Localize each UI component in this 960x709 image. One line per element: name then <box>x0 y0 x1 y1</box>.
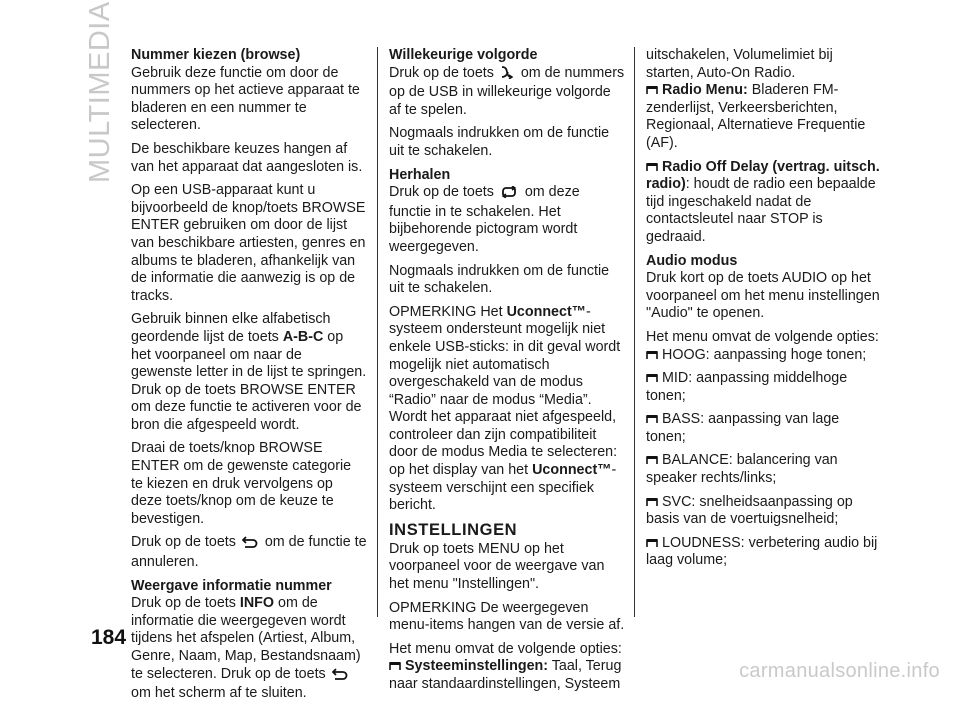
list-item: LOUDNESS: verbetering audio bij laag volume; <box>646 534 878 569</box>
bullet-marker-icon <box>646 348 658 358</box>
heading-herhalen: Herhalen <box>389 166 451 183</box>
brand-uconnect: Uconnect™ <box>506 303 587 320</box>
bullet-marker-icon <box>646 412 658 422</box>
paragraph: Druk op de toets INFO om de informatie die weergegeven wordt tijdens het afspelen (Artiest, Album, Genre, Naam, Map, Bestandsnaam) te selecteren. Druk op de toets om het scherm af te sluiten. <box>131 595 361 702</box>
paragraph: Druk op toets MENU op het voorpaneel voor de weergave van het menu "Instellingen". <box>389 540 605 593</box>
paragraph: Nogmaals indrukken om de functie uit te schakelen. <box>389 125 610 159</box>
bullet-marker-icon <box>646 536 658 546</box>
brand-uconnect: Uconnect™ <box>532 462 612 479</box>
list-item: BALANCE: balancering van speaker rechts/links; <box>646 452 838 487</box>
list-item: MID: aanpassing middelhoge tonen; <box>646 370 848 404</box>
bullet-marker-icon <box>646 495 658 505</box>
bullet-marker-icon <box>646 160 658 170</box>
column-1 <box>131 47 367 709</box>
paragraph: Op een USB-apparaat kunt u bijvoorbeeld de knop/toets BROWSE ENTER gebruiken om door de lijst van beschikbare artiesten, genres en albums te bladeren, afhankelijk van de informatie die aanwezig is op de tracks. <box>131 182 366 304</box>
paragraph: Draai de toets/knop BROWSE ENTER om de gewenste categorie te kiezen en druk vervolgens op deze toets/knop om de keuze te bevestigen. <box>131 440 352 527</box>
paragraph: Druk op de toets om deze functie in te schakelen. Het bijbehorende pictogram wordt weergegeven. <box>389 184 580 255</box>
audio-options-list <box>646 347 882 571</box>
bullet-marker-icon <box>646 371 658 381</box>
column-divider <box>634 47 635 617</box>
paragraph: Gebruik deze functie om door de nummers op het actieve apparaat te bladeren en een nummer te selecteren. <box>131 64 360 134</box>
column-2 <box>389 47 625 700</box>
list-item: SVC: snelheidsaanpassing op basis van de voertuigsnelheid; <box>646 493 853 528</box>
column-3 <box>646 47 882 576</box>
bullet-marker-icon <box>646 83 658 93</box>
paragraph: OPMERKING Het Uconnect™-systeem ondersteunt mogelijk niet enkele USB-sticks: in dit geval wordt mogelijk niet automatisch overgeschakeld van de modus “Radio” naar de modus “Media”. Wordt het apparaat niet afgespeeld, controleer dan zijn compatibiliteit door de modus Media te selecteren: op het display van het Uconnect™-systeem verschijnt een specifiek bericht. <box>389 303 621 514</box>
side-title: MULTIMEDIA <box>84 1 116 183</box>
paragraph: uitschakelen, Volumelimiet bij starten, Auto-On Radio. <box>646 47 833 81</box>
column-divider <box>377 47 378 617</box>
paragraph: Druk op de toets om de nummers op de USB in willekeurige volgorde af te spelen. <box>389 64 625 118</box>
list-item: HOOG: aanpassing hoge tonen; <box>646 347 882 365</box>
shuffle-icon <box>500 65 514 85</box>
back-arrow-icon <box>242 536 258 554</box>
heading-audio-modus: Audio modus <box>646 252 738 269</box>
list-item: Radio Off Delay (vertrag. uitsch. radio): houdt de radio een bepaalde tijd ingeschakeld nadat de contactsleutel naar STOP is gedraaid. <box>646 158 880 245</box>
paragraph: Druk kort op de toets AUDIO op het voorpaneel om het menu instellingen "Audio" te openen. <box>646 270 880 322</box>
paragraph: De beschikbare keuzes hangen af van het apparaat dat aangesloten is. <box>131 140 363 175</box>
paragraph: Nogmaals indrukken om de functie uit te schakelen. <box>389 262 610 297</box>
list-item: BASS: aanpassing van lage tonen; <box>646 411 840 445</box>
heading-willekeurige-volgorde: Willekeurige volgorde <box>389 47 538 63</box>
page-number: 184 <box>91 626 127 649</box>
paragraph: Het menu omvat de volgende opties: <box>389 640 622 657</box>
heading-weergave-informatie: Weergave informatie nummer <box>131 577 332 594</box>
paragraph: Druk op de toets om de functie te annuleren. <box>131 534 367 571</box>
paragraph: OPMERKING De weergegeven menu-items hangen van de versie af. <box>389 599 625 634</box>
heading-nummer-kiezen: Nummer kiezen (browse) <box>131 47 301 63</box>
list-item: Radio Menu: Bladeren FM-zenderlijst, Verkeersberichten, Regionaal, Alternatieve Frequentie (AF). <box>646 82 866 151</box>
bullet-marker-icon <box>389 659 401 669</box>
key-abc: A-B-C <box>282 328 324 345</box>
watermark: carmanualsonline.info <box>739 660 940 682</box>
bullet-marker-icon <box>646 453 658 463</box>
heading-instellingen: INSTELLINGEN <box>389 520 518 539</box>
paragraph: Gebruik binnen elke alfabetisch geordende lijst de toets A-B-C op het voorpaneel om naar de gewenste letter in de lijst te springen. Druk op de toets BROWSE ENTER om deze functie te activeren voor de bron die afgespeeld wordt. <box>131 311 367 433</box>
repeat-icon <box>500 186 518 204</box>
paragraph: Het menu omvat de volgende opties: <box>646 328 879 345</box>
list-item: Systeeminstellingen: Taal, Terug naar standaardinstellingen, Systeem <box>389 658 622 692</box>
key-info: INFO <box>239 595 275 612</box>
